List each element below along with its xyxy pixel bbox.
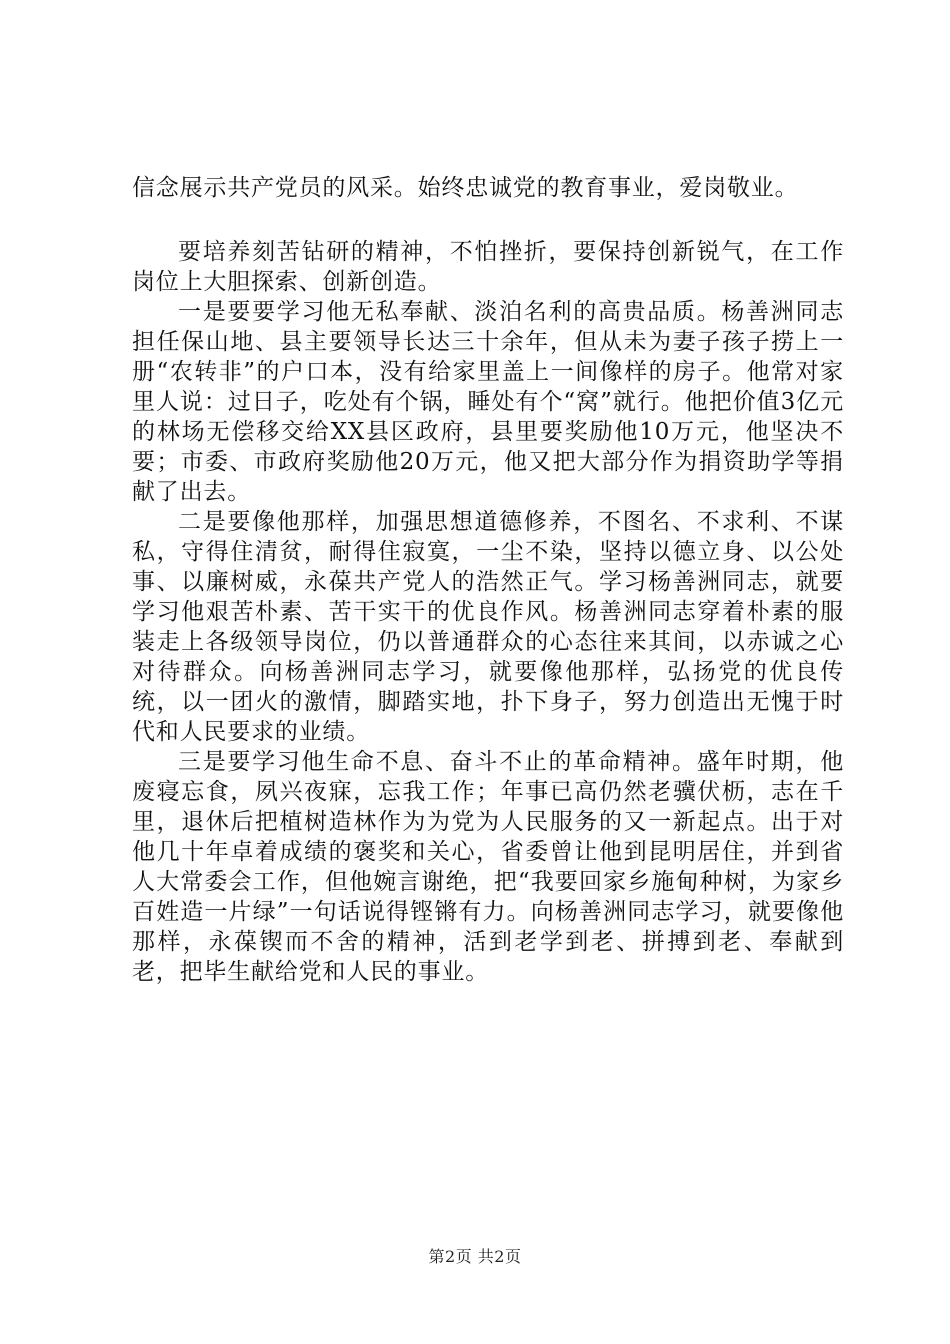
body-text: [132, 237, 844, 987]
continuation-line: 信念展示共产党员的风采。始终忠诚党的教育事业，爱岗敬业。: [132, 175, 799, 201]
paragraph-second-point: 二是要像他那样，加强思想道德修养，不图名、不求利、不谋私，守得住清贫，耐得住寂寞，一尘不染，坚持以德立身、以公处事、以廉树威，永葆共产党人的浩然正气。学习杨善洲同志，就要学习他艰苦朴素、苦干实干的优良作风。杨善洲同志穿着朴素的服装走上各级领导岗位，仍以普通群众的心态往来其间，以赤诚之心对待群众。向杨善洲同志学习，就要像他那样，弘扬党的优良传统，以一团火的激情，脚踏实地，扑下身子，努力创造出无愧于时代和人民要求的业绩。: [132, 509, 844, 745]
paragraph-first-point: 一是要要学习他无私奉献、淡泊名利的高贵品质。杨善洲同志担任保山地、县主要领导长达三十余年，但从未为妻子孩子捞上一册“农转非”的户口本，没有给家里盖上一间像样的房子。他常对家里人说：过日子，吃处有个锅，睡处有个“窝”就行。他把价值3亿元的林场无偿移交给XX县区政府，县里要奖励他10万元，他坚决不要；市委、市政府奖励他20万元，他又把大部分作为捐资助学等捐献了出去。: [132, 299, 844, 505]
paragraph-third-point: 三是要学习他生命不息、奋斗不止的革命精神。盛年时期，他废寝忘食，夙兴夜寐，忘我工作；年事已高仍然老骥伏枥，志在千里，退休后把植树造林作为为党为人民服务的又一新起点。出于对他几十年卓着成绩的褒奖和关心，省委曾让他到昆明居住，并到省人大常委会工作，但他婉言谢绝，把“我要回家乡施甸种树，为家乡百姓造一片绿”一句话说得铿锵有力。向杨善洲同志学习，就要像他那样，永葆锲而不舍的精神，活到老学到老、拼搏到老、奉献到老，把毕生献给党和人民的事业。: [132, 749, 844, 985]
paragraph-intro: 要培养刻苦钻研的精神，不怕挫折，要保持创新锐气，在工作岗位上大胆探索、创新创造。: [132, 239, 844, 295]
page-number-footer: 第2页 共2页: [428, 1247, 522, 1266]
